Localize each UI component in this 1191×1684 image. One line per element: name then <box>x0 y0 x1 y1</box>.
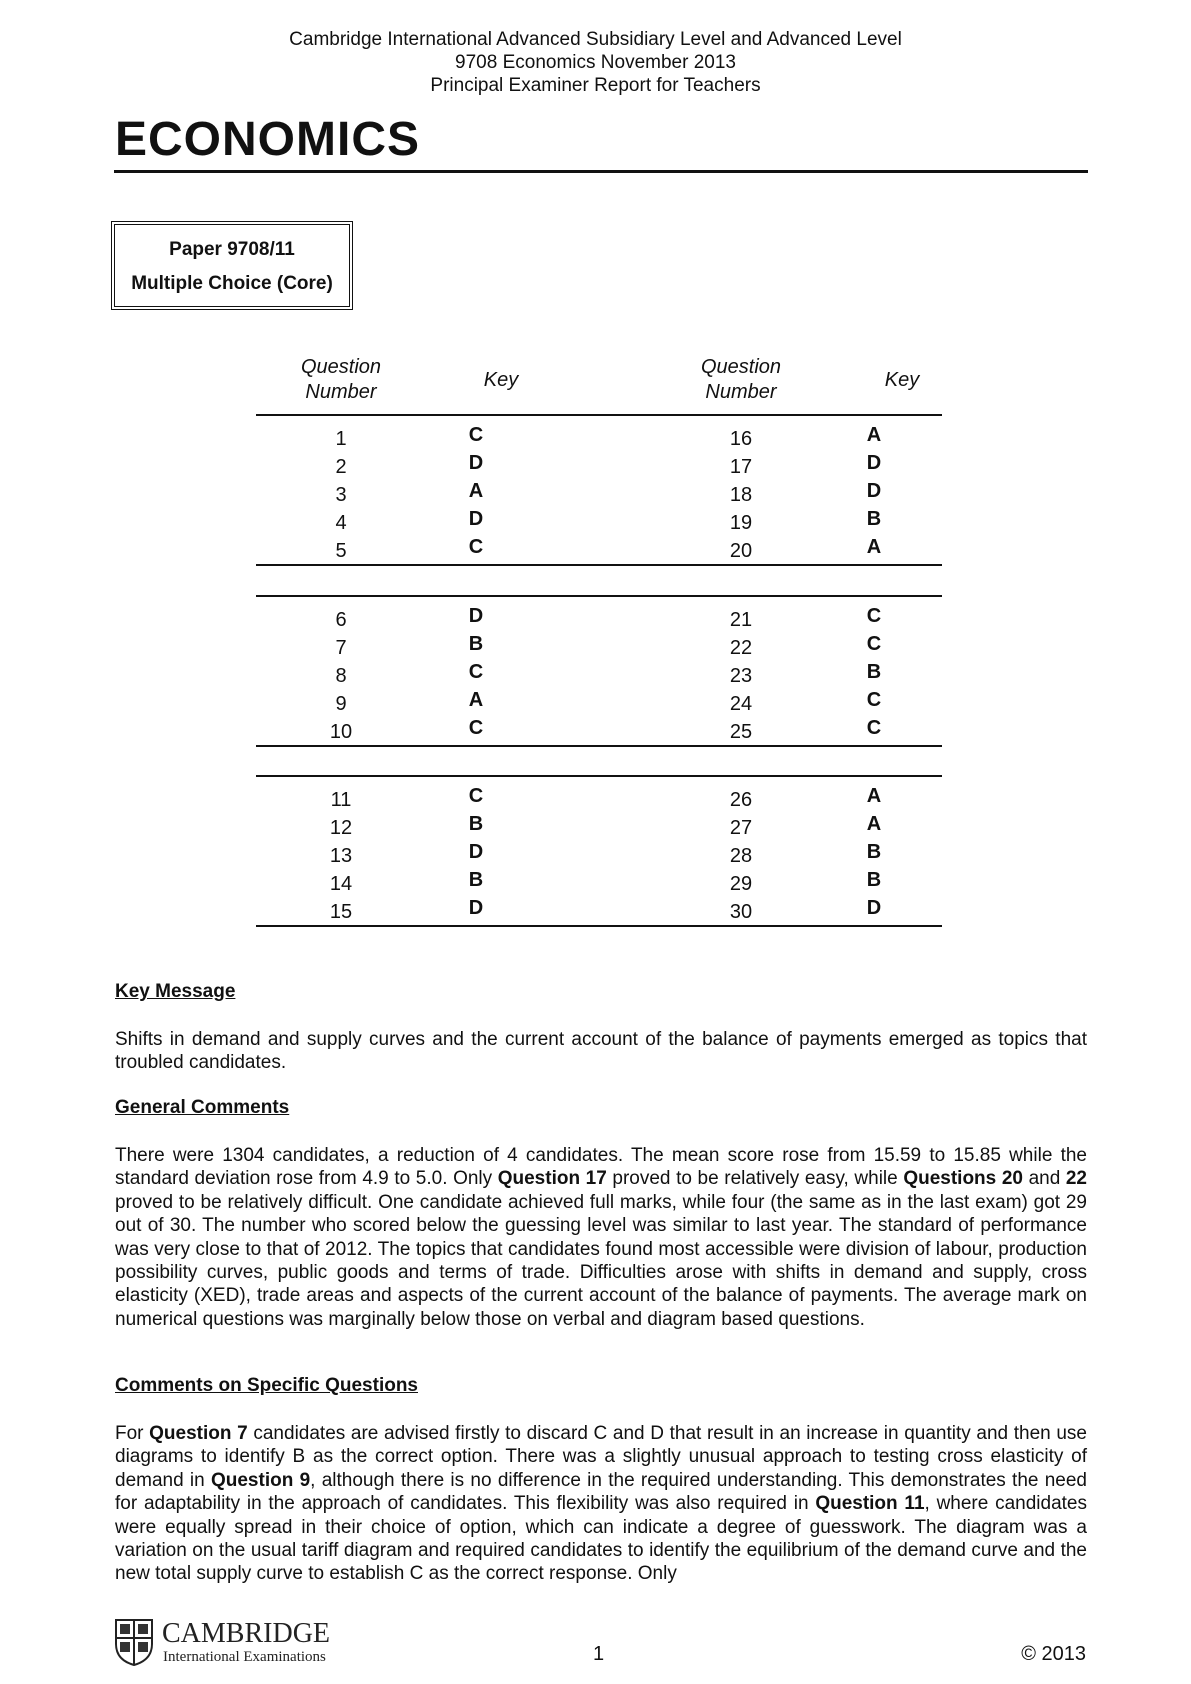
page-number: 1 <box>593 1643 605 1665</box>
cambridge-logo <box>114 1618 354 1666</box>
col-header-question-1: Question Number <box>300 356 382 403</box>
question-number: 29 <box>729 873 753 895</box>
header-line-2: 9708 Economics November 2013 <box>455 52 736 73</box>
answer-key: B <box>468 869 484 891</box>
question-number: 16 <box>729 428 753 450</box>
answer-key: D <box>468 605 484 627</box>
answer-key: B <box>866 661 882 683</box>
table-rule-bottom <box>256 925 942 927</box>
answer-key: C <box>468 424 484 446</box>
answer-key: D <box>468 508 484 530</box>
table-rule-bottom <box>256 564 942 566</box>
answer-key: D <box>468 897 484 919</box>
table-rule-top <box>256 595 942 597</box>
question-number: 15 <box>329 901 353 923</box>
question-number: 19 <box>729 512 753 534</box>
question-number: 20 <box>729 540 753 562</box>
question-number: 13 <box>329 845 353 867</box>
table-rule-top <box>256 775 942 777</box>
specific-comments-text: For Question 7 candidates are advised firstly to discard C and D that result in an increase in quantity and then use diagrams to identify B as the correct option. There was a slightly unusual approach to testing cross elasticity of demand in Question 9, although there is no difference in the required understanding. This demonstrates the need for adaptability in the approach of candidates. This flexibility was also required in Question 11, where candidates were equally spread in their choice of option, which can indicate a degree of guesswork. The diagram was a variation on the usual tariff diagram and required candidates to identify the equilibrium of the demand curve and the new total supply curve to establish C as the correct response. Only <box>115 1423 1087 1585</box>
answer-key: C <box>866 689 882 711</box>
question-number: 5 <box>335 540 347 562</box>
question-number: 10 <box>329 721 353 743</box>
answer-key: A <box>866 813 882 835</box>
header-line-3: Principal Examiner Report for Teachers <box>430 75 761 96</box>
answer-key: D <box>866 452 882 474</box>
answer-key: A <box>468 689 484 711</box>
answer-key: C <box>468 536 484 558</box>
answer-key: D <box>866 897 882 919</box>
question-number: 21 <box>729 609 753 631</box>
answer-key: A <box>866 424 882 446</box>
answer-key: D <box>866 480 882 502</box>
answer-key: C <box>468 785 484 807</box>
answer-key: C <box>866 717 882 739</box>
answer-key: C <box>866 605 882 627</box>
question-number: 22 <box>729 637 753 659</box>
copyright: © 2013 <box>1021 1643 1086 1665</box>
answer-key: C <box>468 661 484 683</box>
general-comments-heading: General Comments <box>115 1097 290 1118</box>
general-comments-text: There were 1304 candidates, a reduction of 4 candidates. The mean score rose from 15.59 to 15.85 while the standard deviation rose from 4.9 to 5.0. Only Question 17 proved to be relatively easy, while Questions 20 and 22 proved to be relatively difficult. One candidate achieved full marks, while four (the same as in the last exam) got 29 out of 30. The number who scored below the guessing level was similar to last year. The standard of performance was very close to that of 2012. The topics that candidates found most accessible were division of labour, production possibility curves, public goods and terms of trade. Difficulties arose with shifts in demand and supply, cross elasticity (XED), trade areas and aspects of the current account of the balance of payments. The average mark on numerical questions was marginally below those on verbal and diagram based questions. <box>115 1145 1087 1330</box>
key-message-heading: Key Message <box>115 981 236 1002</box>
question-number: 11 <box>330 789 352 811</box>
answer-key: B <box>468 813 484 835</box>
question-number: 25 <box>729 721 753 743</box>
question-number: 17 <box>729 456 753 478</box>
question-number: 26 <box>729 789 753 811</box>
question-number: 24 <box>729 693 753 715</box>
answer-key: B <box>866 869 882 891</box>
answer-key: B <box>866 508 882 530</box>
answer-key: C <box>866 633 882 655</box>
question-number: 27 <box>729 817 753 839</box>
question-number: 3 <box>335 484 347 506</box>
question-number: 23 <box>729 665 753 687</box>
question-number: 28 <box>729 845 753 867</box>
question-number: 1 <box>335 428 347 450</box>
answer-key: C <box>468 717 484 739</box>
key-message-text: Shifts in demand and supply curves and the current account of the balance of payments emerged as topics that troubled candidates. <box>115 1029 1087 1074</box>
answer-key: B <box>468 633 484 655</box>
answer-key: A <box>866 785 882 807</box>
header-line-1: Cambridge International Advanced Subsidiary Level and Advanced Level <box>289 29 902 50</box>
question-number: 18 <box>729 484 753 506</box>
logo-wordmark: CAMBRIDGE <box>162 1618 331 1649</box>
question-number: 12 <box>329 817 353 839</box>
table-rule-top <box>256 414 942 416</box>
question-number: 8 <box>335 665 347 687</box>
answer-key: B <box>866 841 882 863</box>
paper-name: Multiple Choice (Core) <box>131 273 333 294</box>
question-number: 14 <box>329 873 353 895</box>
report-header <box>0 28 1191 97</box>
question-number: 4 <box>335 512 347 534</box>
question-number: 2 <box>335 456 347 478</box>
specific-comments-heading: Comments on Specific Questions <box>115 1375 418 1396</box>
question-number: 7 <box>335 637 347 659</box>
answer-key: D <box>468 452 484 474</box>
answer-key: A <box>468 480 484 502</box>
answer-key: D <box>468 841 484 863</box>
cambridge-shield-icon <box>114 1618 354 1666</box>
answer-key: A <box>866 536 882 558</box>
col-header-key-1: Key <box>483 369 519 391</box>
paper-box <box>111 221 353 310</box>
paper-code: Paper 9708/11 <box>169 239 295 260</box>
page-title: ECONOMICS <box>115 113 421 166</box>
table-rule-bottom <box>256 745 942 747</box>
col-header-key-2: Key <box>884 369 920 391</box>
question-number: 9 <box>335 693 347 715</box>
logo-subtitle: International Examinations <box>163 1649 326 1665</box>
question-number: 6 <box>335 609 347 631</box>
col-header-question-2: Question Number <box>700 356 782 403</box>
title-underline <box>114 170 1088 173</box>
question-number: 30 <box>729 901 753 923</box>
